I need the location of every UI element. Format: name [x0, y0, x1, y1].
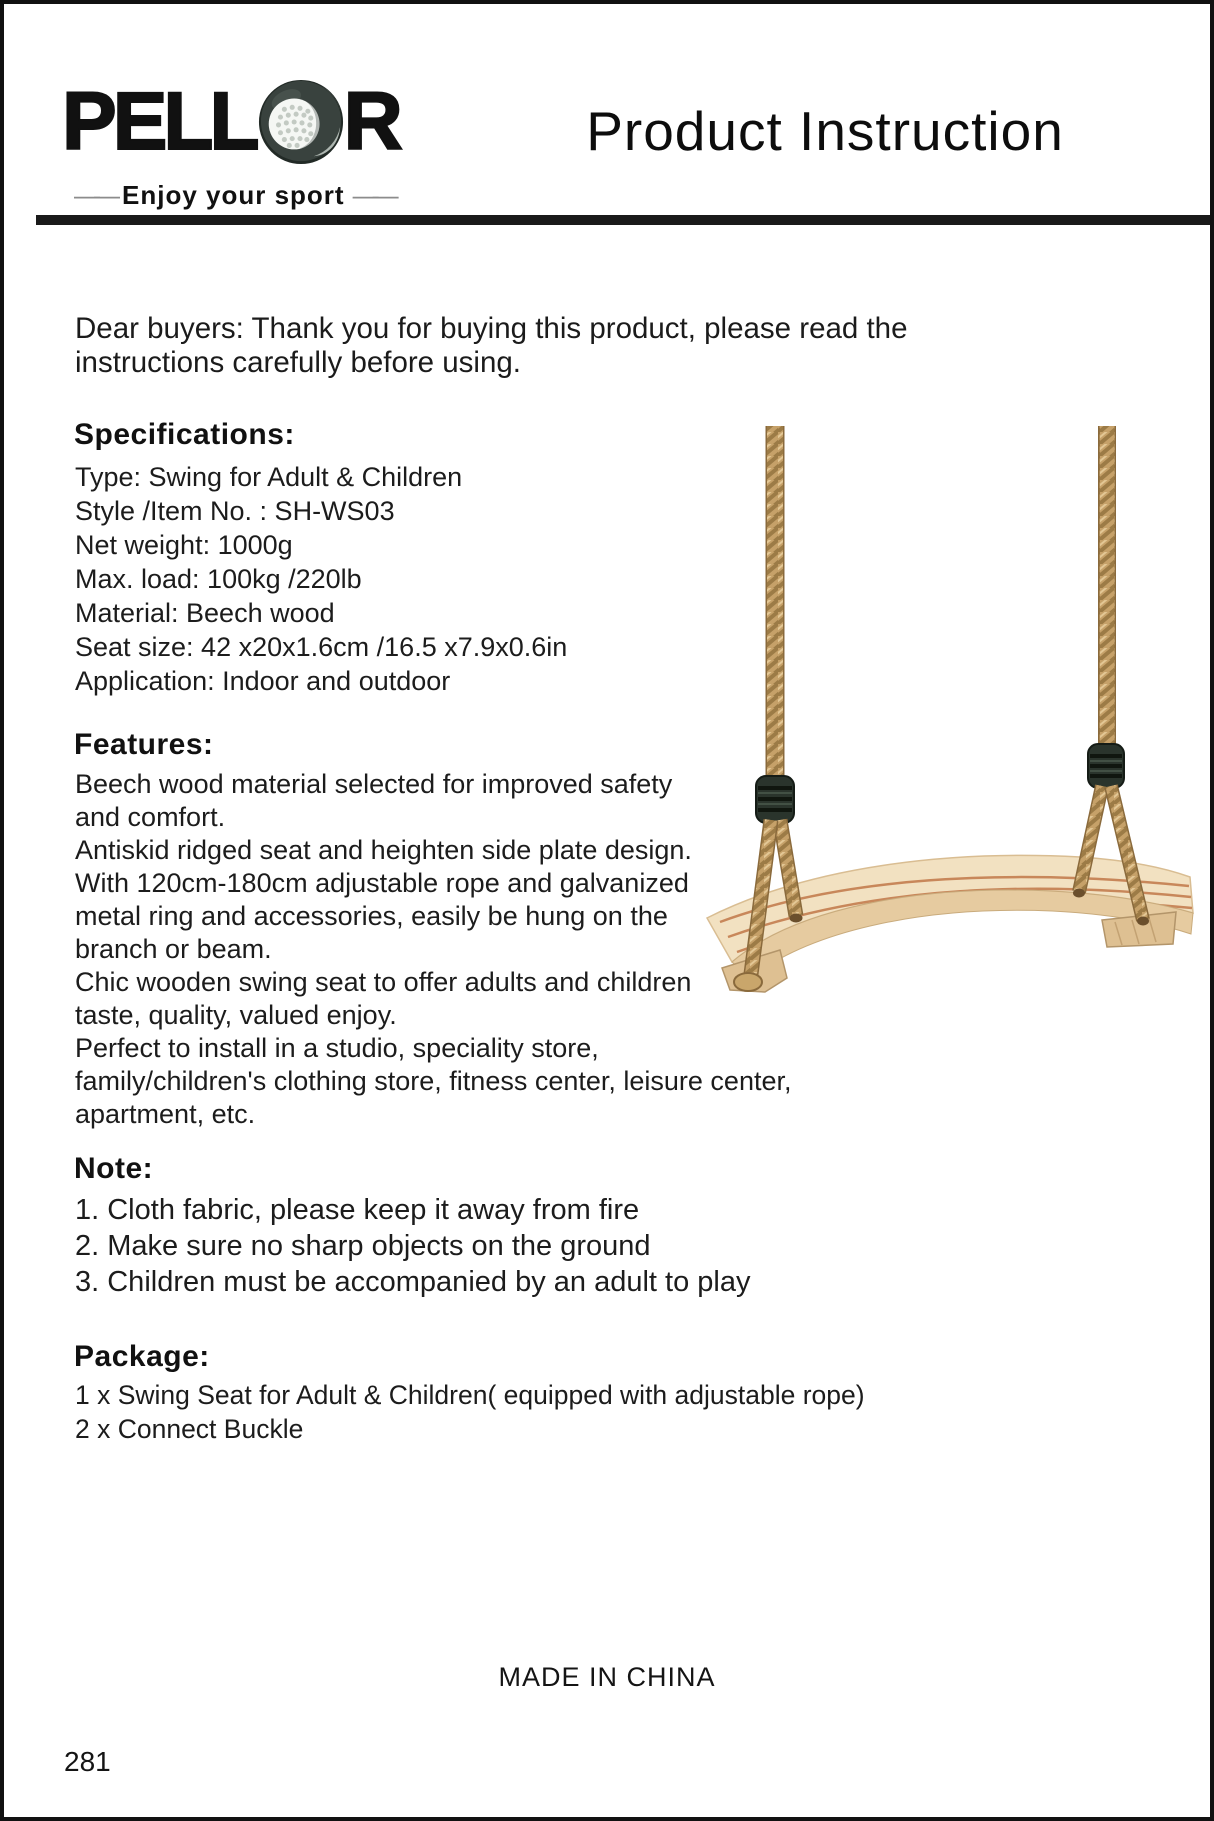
- package-item: 2 x Connect Buckle: [75, 1414, 304, 1444]
- feature-line: With 120cm-180cm adjustable rope and galvanized: [75, 868, 689, 898]
- spec-line: Material: Beech wood: [75, 598, 335, 628]
- features-heading: Features:: [74, 728, 214, 761]
- note-heading: Note:: [74, 1152, 154, 1185]
- feature-line: Chic wooden swing seat to offer adults and children: [75, 967, 692, 997]
- note-item: 2. Make sure no sharp objects on the ground: [75, 1230, 651, 1262]
- note-list: [75, 1192, 750, 1300]
- specifications-list: [75, 460, 567, 698]
- feature-line: apartment, etc.: [75, 1099, 256, 1129]
- feature-line: family/children's clothing store, fitness center, leisure center,: [75, 1066, 792, 1096]
- feature-line: and comfort.: [75, 802, 226, 832]
- package-list: [75, 1378, 865, 1446]
- logo-text-left: PELL: [62, 76, 256, 167]
- header-divider: [36, 215, 1210, 225]
- product-photo-swing: [610, 420, 1210, 995]
- brand-tagline: [66, 180, 401, 211]
- spec-line: Net weight: 1000g: [75, 530, 293, 560]
- feature-line: Antiskid ridged seat and heighten side plate design.: [75, 835, 692, 865]
- feature-line: Beech wood material selected for improved safety: [75, 769, 673, 799]
- brand-logo: [62, 78, 399, 166]
- spec-line: Max. load: 100kg /220lb: [75, 564, 362, 594]
- made-in-label: MADE IN CHINA: [498, 1662, 716, 1692]
- note-item: 1. Cloth fabric, please keep it away from fire: [75, 1194, 640, 1226]
- spec-line: Style /Item No. : SH-WS03: [75, 496, 395, 526]
- spec-line: Type: Swing for Adult & Children: [75, 462, 463, 492]
- page-number: 281: [64, 1746, 111, 1777]
- spec-line: Seat size: 42 x20x1.6cm /16.5 x7.9x0.6in: [75, 632, 568, 662]
- feature-line: Perfect to install in a studio, speciality store,: [75, 1033, 599, 1063]
- tagline-text: Enjoy your sport: [122, 180, 345, 210]
- tagline-left-dash: ——: [74, 180, 114, 210]
- rope-adjuster-right: [1088, 744, 1124, 788]
- specifications-heading: Specifications:: [74, 418, 295, 451]
- feature-line: taste, quality, valued enjoy.: [75, 1000, 397, 1030]
- note-item: 3. Children must be accompanied by an adult to play: [75, 1266, 751, 1298]
- intro-paragraph: [75, 312, 1075, 380]
- golf-ball-icon: [257, 78, 345, 166]
- rope-adjuster-left: [756, 776, 794, 823]
- package-item: 1 x Swing Seat for Adult & Children( equipped with adjustable rope): [75, 1380, 865, 1410]
- page-title: Product Instruction: [586, 100, 1064, 162]
- feature-line: metal ring and accessories, easily be hung on the: [75, 901, 668, 931]
- package-heading: Package:: [74, 1340, 210, 1373]
- intro-line: Dear buyers: Thank you for buying this product, please read the: [75, 312, 908, 345]
- spec-line: Application: Indoor and outdoor: [75, 666, 451, 696]
- feature-line: branch or beam.: [75, 934, 272, 964]
- tagline-right-dash: ——: [352, 180, 393, 210]
- logo-text-right: R: [343, 76, 399, 167]
- intro-line: instructions carefully before using.: [75, 346, 522, 379]
